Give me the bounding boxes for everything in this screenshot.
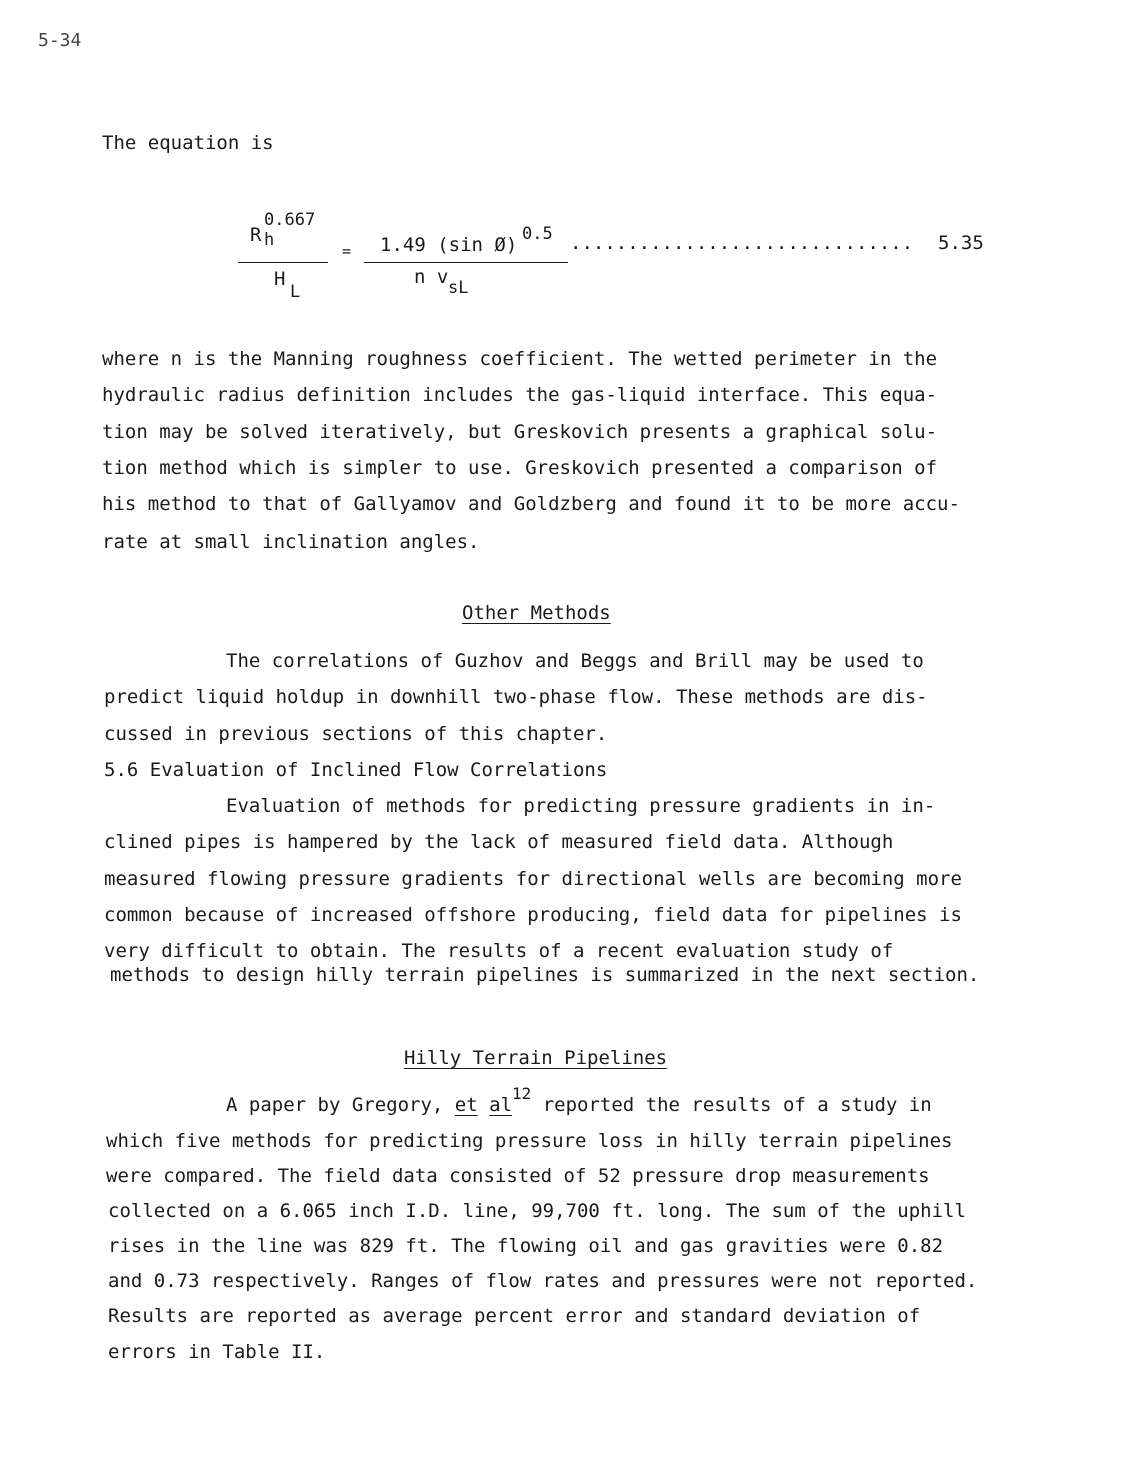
page-number: 5-34: [38, 30, 82, 51]
para4-line: errors in Table II.: [108, 1341, 326, 1363]
eq-leader-dots: ..............................: [570, 232, 914, 254]
eq-rhs-denominator-subscript: sL: [448, 278, 469, 298]
para2-line: cussed in previous sections of this chapter.: [104, 723, 608, 745]
para3-line: clined pipes is hampered by the lack of measured field data. Although: [104, 831, 894, 853]
et-text: et: [454, 1094, 478, 1116]
eq-lhs-subscript: h: [264, 230, 275, 250]
eq-rhs-exponent: 0.5: [522, 224, 553, 244]
para2-line: predict liquid holdup in downhill two-phase flow. These methods are dis-: [104, 686, 928, 708]
para3-line: Evaluation of methods for predicting pressure gradients in in-: [226, 795, 936, 817]
eq-lhs-denominator-subscript: L: [290, 282, 301, 302]
para2-line: The correlations of Guzhov and Beggs and Brill may be used to: [226, 650, 924, 672]
reference-superscript: 12: [512, 1084, 532, 1103]
section-heading-5-6: 5.6 Evaluation of Inclined Flow Correlations: [104, 759, 608, 781]
para1-line: hydraulic radius definition includes the gas-liquid interface. This equa-: [102, 384, 938, 406]
para1-line: tion may be solved iteratively, but Greskovich presents a graphical solu-: [102, 421, 938, 443]
para1-line: where n is the Manning roughness coefficient. The wetted perimeter in the: [102, 348, 938, 370]
para3-line: methods to design hilly terrain pipelines is summarized in the next section.: [110, 964, 980, 986]
para4-line: Results are reported as average percent error and standard deviation of: [108, 1305, 921, 1327]
para4-text-before: A paper by Gregory,: [226, 1094, 455, 1116]
para4-line: and 0.73 respectively. Ranges of flow rates and pressures were not reported.: [108, 1270, 978, 1292]
para4-line: collected on a 6.065 inch I.D. line, 99,700 ft. long. The sum of the uphill: [108, 1200, 966, 1222]
eq-number: 5.35: [938, 232, 984, 254]
equation-5-35: [238, 208, 998, 308]
eq-rhs-numerator: 1.49 (sin Ø): [380, 234, 518, 256]
eq-lhs-exponent: 0.667: [264, 210, 316, 230]
para4-text-after: reported the results of a study in: [531, 1094, 932, 1116]
para3-line: common because of increased offshore producing, field data for pipelines is: [104, 904, 962, 926]
para4-first-line: [226, 1084, 932, 1116]
heading-other-methods: Other Methods: [462, 602, 611, 624]
para1-line: his method to that of Gallyamov and Goldzberg and found it to be more accu-: [102, 493, 960, 515]
eq-rhs-denominator: n v: [414, 266, 449, 288]
intro-text: The equation is: [102, 132, 274, 154]
heading-hilly-terrain: Hilly Terrain Pipelines: [404, 1047, 668, 1069]
para4-line: which five methods for predicting pressure loss in hilly terrain pipelines: [106, 1130, 953, 1152]
al-text: al: [489, 1094, 513, 1116]
eq-equals-sign: =: [342, 242, 352, 260]
para3-line: very difficult to obtain. The results of a recent evaluation study of: [104, 940, 894, 962]
eq-lhs-fraction-bar: [238, 262, 328, 263]
para1-line: rate at small inclination angles.: [102, 531, 480, 553]
para1-line: tion method which is simpler to use. Greskovich presented a comparison of: [102, 457, 938, 479]
eq-lhs-denominator: H: [274, 268, 286, 290]
para3-line: measured flowing pressure gradients for directional wells are becoming more: [104, 868, 962, 890]
eq-rhs-fraction-bar: [364, 262, 568, 263]
para4-line: were compared. The field data consisted of 52 pressure drop measurements: [106, 1165, 930, 1187]
eq-lhs-var: R: [250, 224, 262, 246]
para4-line: rises in the line was 829 ft. The flowing oil and gas gravities were 0.82: [108, 1235, 944, 1257]
